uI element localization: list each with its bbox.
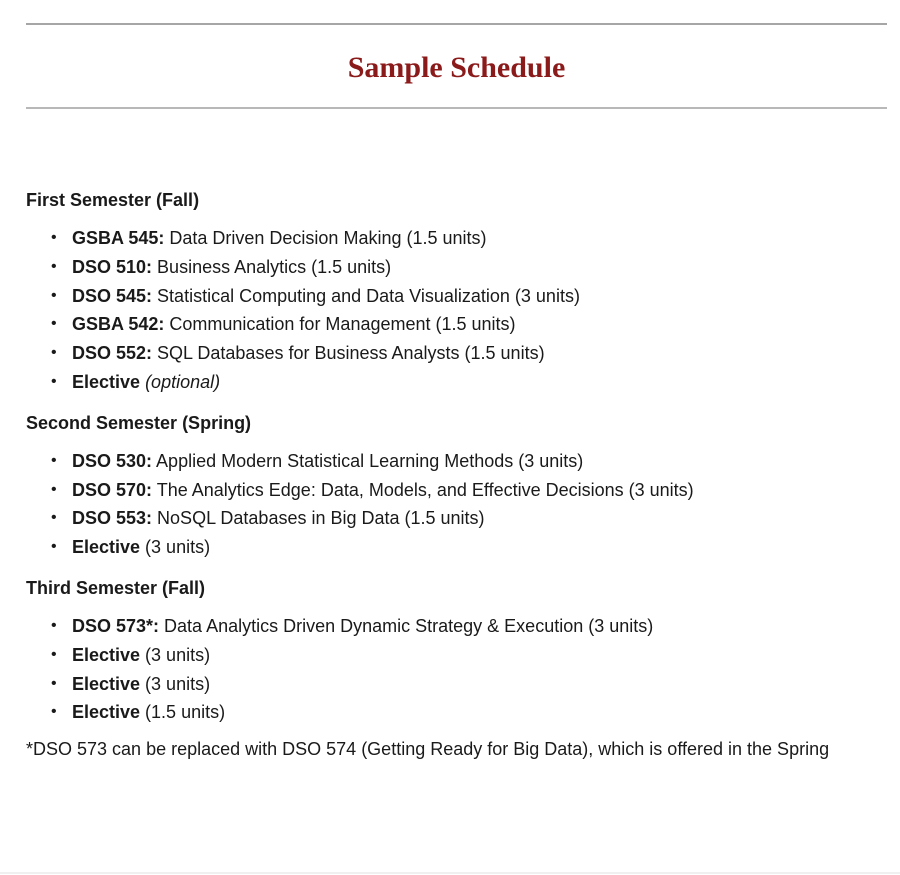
course-code: Elective xyxy=(72,673,141,694)
course-item xyxy=(51,698,886,727)
course-code: DSO 570: xyxy=(72,479,153,500)
course-item xyxy=(51,533,886,562)
course-list xyxy=(26,447,886,562)
course-title: (1.5 units) xyxy=(140,702,226,723)
course-item xyxy=(51,310,886,339)
top-divider xyxy=(26,23,887,25)
bullet-icon: • xyxy=(51,451,57,469)
course-item xyxy=(51,447,886,476)
title-divider xyxy=(26,107,887,109)
course-title: Communication for Management (1.5 units) xyxy=(164,314,516,335)
course-item xyxy=(51,641,886,670)
course-item xyxy=(51,253,886,282)
course-title: Applied Modern Statistical Learning Methods (3 units) xyxy=(152,450,584,471)
bullet-icon: • xyxy=(51,257,57,275)
bullet-icon: • xyxy=(51,538,57,556)
course-item xyxy=(51,504,886,533)
course-title: Data Driven Decision Making (1.5 units) xyxy=(164,228,487,248)
course-title: (3 units) xyxy=(140,537,211,558)
course-title: (3 units) xyxy=(140,644,211,665)
course-item xyxy=(51,224,886,253)
course-title: Data Analytics Driven Dynamic Strategy & Execution (3 units) xyxy=(159,615,654,636)
course-title: Business Analytics (1.5 units) xyxy=(152,256,392,277)
course-title: NoSQL Databases in Big Data (1.5 units) xyxy=(152,508,485,529)
schedule-content xyxy=(26,180,886,764)
bullet-icon: • xyxy=(51,703,57,721)
course-code: Elective xyxy=(72,644,141,665)
course-code: Elective xyxy=(72,371,141,392)
course-code: DSO 510: xyxy=(72,256,153,277)
semester-second xyxy=(26,403,886,562)
course-code: DSO 552: xyxy=(72,343,153,364)
semester-heading: Third Semester (Fall) xyxy=(26,577,206,598)
bullet-icon: • xyxy=(51,616,57,634)
semester-heading: Second Semester (Spring) xyxy=(26,412,252,433)
course-item xyxy=(51,670,886,699)
course-list xyxy=(26,612,886,727)
course-item xyxy=(51,368,886,397)
bottom-divider xyxy=(0,872,900,874)
course-code: DSO 530: xyxy=(72,450,153,471)
semester-third xyxy=(26,568,886,727)
course-code: Elective xyxy=(72,702,141,723)
course-code: DSO 545: xyxy=(72,285,153,306)
course-title: Statistical Computing and Data Visualization (3 units) xyxy=(152,285,580,306)
bullet-icon: • xyxy=(51,674,57,692)
course-item xyxy=(51,282,886,311)
course-item xyxy=(51,339,886,368)
semester-heading: First Semester (Fall) xyxy=(26,190,200,210)
course-item xyxy=(51,612,886,641)
course-code: DSO 573*: xyxy=(72,615,160,636)
course-note: (optional) xyxy=(145,371,221,392)
bullet-icon: • xyxy=(51,229,57,246)
course-title: SQL Databases for Business Analysts (1.5 units) xyxy=(152,343,545,364)
bullet-icon: • xyxy=(51,344,57,362)
bullet-icon: • xyxy=(51,645,57,663)
course-list xyxy=(26,224,886,397)
course-item xyxy=(51,476,886,505)
bullet-icon: • xyxy=(51,286,57,304)
bullet-icon: • xyxy=(51,315,57,333)
semester-first xyxy=(26,180,886,397)
course-code: GSBA 542: xyxy=(72,314,165,335)
course-title: (3 units) xyxy=(140,673,211,694)
bullet-icon: • xyxy=(51,480,57,498)
course-code: Elective xyxy=(72,537,141,558)
bullet-icon: • xyxy=(51,372,57,390)
course-code: DSO 553: xyxy=(72,508,153,529)
footnote: *DSO 573 can be replaced with DSO 574 (Getting Ready for Big Data), which is offered in the Spring xyxy=(26,739,830,760)
bullet-icon: • xyxy=(51,509,57,527)
course-code: GSBA 545: xyxy=(72,228,165,248)
course-title: The Analytics Edge: Data, Models, and Effective Decisions (3 units) xyxy=(152,479,694,500)
page-title: Sample Schedule xyxy=(347,51,566,84)
